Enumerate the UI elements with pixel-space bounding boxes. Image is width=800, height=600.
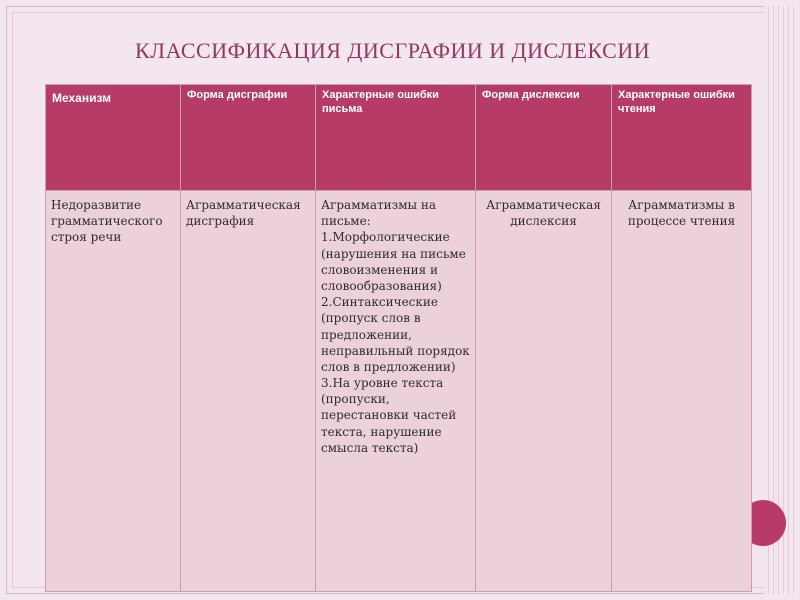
list-item: 1.Морфологические (нарушения на письме словоизменения и словообразования) (321, 230, 466, 293)
list-item: 3.На уровне текста (пропуски, перестановки частей текста, нарушение смысла текста) (321, 376, 457, 455)
header-mechanism: Механизм (46, 85, 181, 191)
table-header-row (46, 85, 752, 191)
header-reading-errors: Характерные ошибки чтения (612, 85, 752, 191)
cell-writing-errors (316, 191, 476, 592)
header-writing-errors: Характерные ошибки письма (316, 85, 476, 191)
cell-mechanism: Недоразвитие грамматического строя речи (46, 191, 181, 592)
table-row (46, 191, 752, 592)
writing-errors-list (321, 229, 470, 456)
header-dysgraphia-form: Форма дисграфии (181, 85, 316, 191)
classification-table (45, 84, 752, 592)
cell-dyslexia-form: Аграмматическая дислексия (476, 191, 612, 592)
cell-dysgraphia-form: Аграмматическая дисграфия (181, 191, 316, 592)
cell-reading-errors: Аграмматизмы в процессе чтения (612, 191, 752, 592)
slide-title: КЛАССИФИКАЦИЯ ДИСГРАФИИ И ДИСЛЕКСИИ (135, 38, 651, 63)
header-dyslexia-form: Форма дислексии (476, 85, 612, 191)
list-item: 2.Синтаксические (пропуск слов в предложении, неправильный порядок слов в предложении) (321, 295, 470, 374)
writing-errors-intro: Аграмматизмы на письме: (321, 198, 437, 229)
